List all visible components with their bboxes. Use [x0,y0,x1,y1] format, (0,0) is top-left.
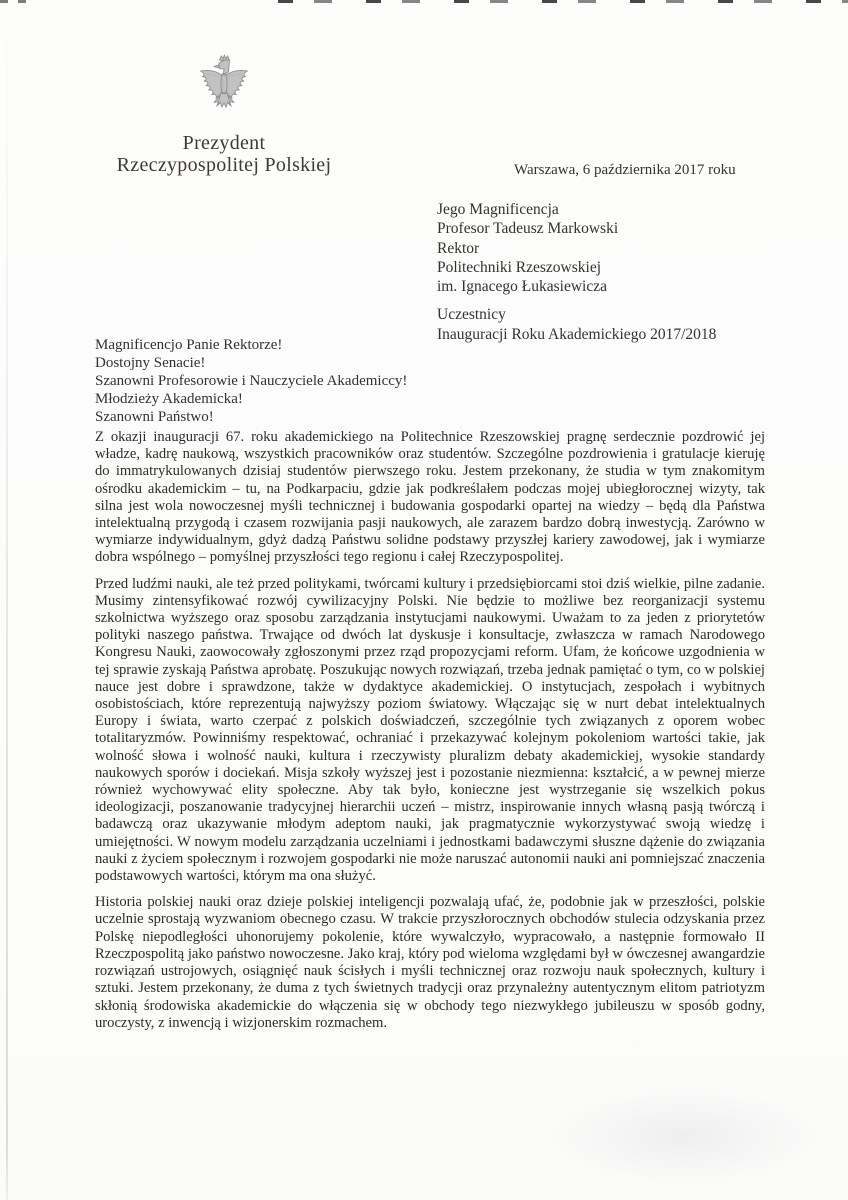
body-paragraph: Przed ludźmi nauki, ale też przed politykami, twórcami kultury i przedsiębiorcami stoi dziś wielkie, pilne zadanie. Musimy zintensyfikować rozwój cywilizacyjny Polski. Nie będzie to możliwe bez reorganizacji systemu szkolnictwa wyższego oraz sposobu zarządzania instytucjami naukowymi. Uważam to za jeden z priorytetów polityki naszego państwa. Trwające od dwóch lat dyskusje i konsultacje, zwłaszcza w ramach Narodowego Kongresu Nauki, zaowocowały zgłoszonymi przez rząd propozycjami reform. Ufam, że końcowe uzgodnienia w tej sprawie zyskają Państwa aprobatę. Poszukując nowych rozwiązań, trzeba jednak pamiętać o tym, co w polskiej nauce jest dobre i sprawdzone, także w dydaktyce akademickiej. O instytucjach, zespołach i wybitnych osobistościach, które reprezentują najwyższy poziom światowy. Włączając się w nurt debat intelektualnych Europy i świata, warto czerpać z polskich doświadczeń, szczególnie tych związanych z oporem wobec totalitaryzmów. Powinniśmy respektować, ochraniać i przekazywać kolejnym pokoleniom wartości takie, jak wolność słowa i wolność nauki, kultura i rzeczywisty pluralizm debaty akademickiej, wysokie standardy naukowych sporów i dociekań. Misja szkoły wyższej jest i pozostanie niezmienna: kształcić, a w pewnej mierze również wychowywać elity społeczne. Aby tak było, konieczne jest wystrzeganie się wszelkich pokus ideologizacji, poszanowanie tradycyjnej hierarchii uczeń – mistrz, inspirowanie innych własną pasją twórczą i badawczą oraz ukazywanie młodym adeptom nauki, jak pragmatycznie wykorzystywać swoją wiedzę i umiejętności. W nowym modelu zarządzania uczelniami i jednostkami badawczymi słuszne dążenie do związania nauki z życiem społecznym i rozwojem gospodarki nie może naruszać autonomii nauki ani pomniejszać znaczenia podstawowych wartości, którym ma ona służyć. [95,575,765,885]
addressee-line: Politechniki Rzeszowskiej [437,258,602,276]
letterhead [84,52,364,176]
scan-artifact-smudge [544,1086,824,1186]
salutation-line: Szanowni Profesorowie i Nauczyciele Akademiccy! [95,372,408,389]
salutation-line: Szanowni Państwo! [95,408,214,425]
addressee-line: Jego Magnificencja [437,201,559,218]
addressee-line: im. Ignacego Łukasiewicza [437,278,607,296]
salutation-block [95,337,407,427]
salutation-line: Młodzieży Akademicka! [95,390,243,407]
addressee-line: Uczestnicy [437,306,506,324]
polish-white-eagle-crest-icon [197,52,251,128]
dateline: Warszawa, 6 października 2017 roku [514,162,736,178]
addressee-line: Rektor [437,239,480,257]
letterhead-title-line1: Prezydent [182,132,266,154]
addressee-line: Profesor Tadeusz Markowski [437,220,619,238]
body-paragraph: Z okazji inauguracji 67. roku akademickiego na Politechnice Rzeszowskiej pragnę serdecznie pozdrowić jej władze, kadrę naukową, wszystkich pracowników oraz studentów. Szczególne pozdrowienia i gratulacje kieruję do immatrykulowanych dzisiaj studentów pierwszego roku. Jestem przekonany, że studia w tym znakomitym ośrodku akademickim – tu, na Podkarpaciu, gdzie jak podkreślałem podczas mojej ubiegłorocznej wizyty, tak silna jest wola nowoczesnej myśli technicznej i budowania gospodarki opartej na wiedzy – będą dla Państwa intelektualną przygodą i czasem rozwijania pasji naukowych, ale zarazem bardzo dobrą inwestycją. Zarówno w wymiarze indywidualnym, gdyż dadzą Państwu solidne podstawy przyszłej kariery zawodowej, jak i wymiarze dobra wspólnego – pomyślnej przyszłości tego regionu i całej Rzeczypospolitej. [95,429,765,566]
scan-artifact-top-edge [278,0,848,3]
scan-artifact-left-edge [6,0,8,1200]
letter-body [95,429,765,1041]
addressee-secondary-group [437,305,716,344]
letterhead-title-line2: Rzeczypospolitej Polskiej [116,154,332,176]
salutation-line: Magnificencjo Panie Rektorze! [95,337,283,353]
salutation-line: Dostojny Senacie! [95,354,206,371]
scan-artifact-top-left [0,0,26,3]
addressee-block [437,200,716,344]
body-paragraph: Historia polskiej nauki oraz dzieje polskiej inteligencji pozwalają ufać, że, podobnie jak w przeszłości, polskie uczelnie sprostają wyzwaniom obecnego czasu. W trakcie przyszłorocznych obchodów stulecia odzyskania przez Polskę niepodległości uhonorujemy pokolenie, które wywalczyło, wypracowało, a następnie formowało II Rzeczpospolitą jako państwo nowoczesne. Jako kraj, który pod wieloma względami był w ówczesnej awangardzie rozwiązań ustrojowych, osiągnięć nauk ścisłych i myśli technicznej oraz rozwoju nauk społecznych, kultury i sztuki. Jestem przekonany, że duma z tych świetnych tradycji oraz przynależny autentycznym elitom patriotyzm skłonią środowiska akademickie do włączenia się w obchody tego niezwykłego jubileuszu w sposób godny, uroczysty, z inwencją i wizjonerskim rozmachem. [95,894,765,1031]
addressee-line: Inauguracji Roku Akademickiego 2017/2018 [437,325,717,343]
